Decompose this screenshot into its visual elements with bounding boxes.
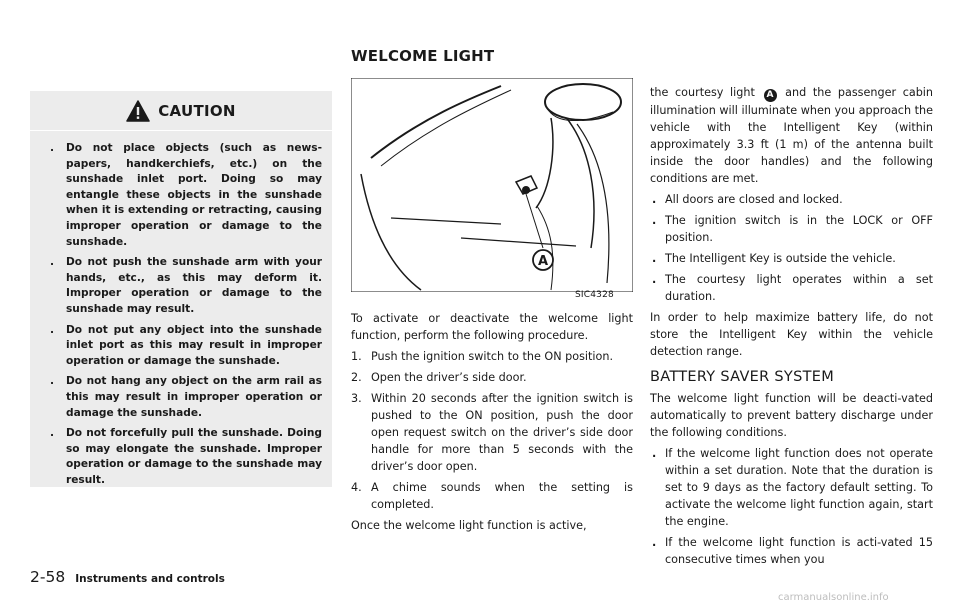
- procedure-column: [351, 310, 633, 538]
- battery-tip-paragraph: In order to help maximize battery life, do not store the Intelligent Key within the vehicle detection range.: [650, 311, 933, 358]
- caution-item: . Do not hang any object on the arm rail as this may result in improper operation or damage the sunshade.: [50, 375, 322, 419]
- door-mirror-illustration: [351, 78, 633, 292]
- saver-item: . If the welcome light function does not operate within a set duration. Note that the duration is set to 9 days as the factory default setting. To activate the welcome light function again, start the engine.: [652, 447, 933, 528]
- section-title: WELCOME LIGHT: [351, 47, 495, 65]
- description-column: [650, 84, 933, 572]
- saver-item: . If the welcome light function is acti-vated 15 consecutive times when you: [652, 536, 933, 566]
- condition-item: . The Intelligent Key is outside the vehicle.: [652, 252, 896, 265]
- procedure-step: 4. A chime sounds when the setting is completed.: [351, 481, 633, 511]
- procedure-step: 2. Open the driver’s side door.: [351, 371, 527, 384]
- caution-header: [30, 91, 332, 131]
- battery-saver-list: [650, 445, 933, 568]
- condition-item: . The ignition switch is in the LOCK or OFF position.: [652, 214, 933, 244]
- page-section-name: Instruments and controls: [75, 573, 225, 585]
- warning-triangle-icon: [126, 100, 150, 122]
- caution-box: [30, 91, 332, 487]
- condition-item: . The courtesy light operates within a set duration.: [652, 273, 933, 303]
- vehicle-door-line-drawing: [351, 78, 633, 292]
- procedure-closing: Once the welcome light function is active,: [351, 519, 587, 532]
- procedure-intro: To activate or deactivate the welcome light function, perform the following procedure.: [351, 312, 633, 342]
- courtesy-light-paragraph: the courtesy light A and the passenger cabin illumination will illuminate when you approach the vehicle with the Intelligent Key (within approximately 3.3 ft (1 m) of the antenna built inside the door handles) and the following conditions are met.: [650, 86, 934, 185]
- caution-item: . Do not put any object into the sunshade inlet port as this may result in improper operation or damage the sunshade.: [50, 323, 322, 367]
- page-footer: [30, 568, 225, 586]
- caution-item: . Do not place objects (such as news-papers, handkerchiefs, etc.) on the sunshade inlet port. Doing so may entangle these objects in the sunshade when it is extending or retracting, causing improper operation or damage to the sunshade.: [50, 142, 322, 248]
- caution-list: [30, 131, 332, 488]
- procedure-step: 1. Push the ignition switch to the ON position.: [351, 350, 614, 363]
- conditions-list: [650, 191, 933, 305]
- site-watermark: carmanualsonline.info: [778, 592, 889, 603]
- callout-a-label: A: [537, 254, 549, 269]
- procedure-step: 3. Within 20 seconds after the ignition switch is pushed to the ON position, push the door open request switch on the driver’s side door handle for more than 5 seconds with the driver’s door open.: [351, 392, 633, 473]
- battery-saver-heading: BATTERY SAVER SYSTEM: [650, 369, 834, 385]
- caution-item: . Do not forcefully pull the sunshade. Doing so may elongate the sunshade. Improper operation or damage to the sunshade may result.: [50, 427, 322, 486]
- caution-heading: CAUTION: [158, 101, 236, 120]
- callout-a-inline: A: [764, 89, 777, 102]
- figure-code: SIC4328: [575, 290, 614, 300]
- procedure-steps: [351, 348, 633, 513]
- page-number: 2-58: [30, 568, 66, 586]
- battery-saver-intro: The welcome light function will be deacti-vated automatically to prevent battery discharge under the following conditions.: [650, 392, 933, 439]
- caution-item: . Do not push the sunshade arm with your hands, etc., as this may deform it. Improper operation or damage to the sunshade may result.: [50, 256, 322, 315]
- condition-item: . All doors are closed and locked.: [652, 193, 843, 206]
